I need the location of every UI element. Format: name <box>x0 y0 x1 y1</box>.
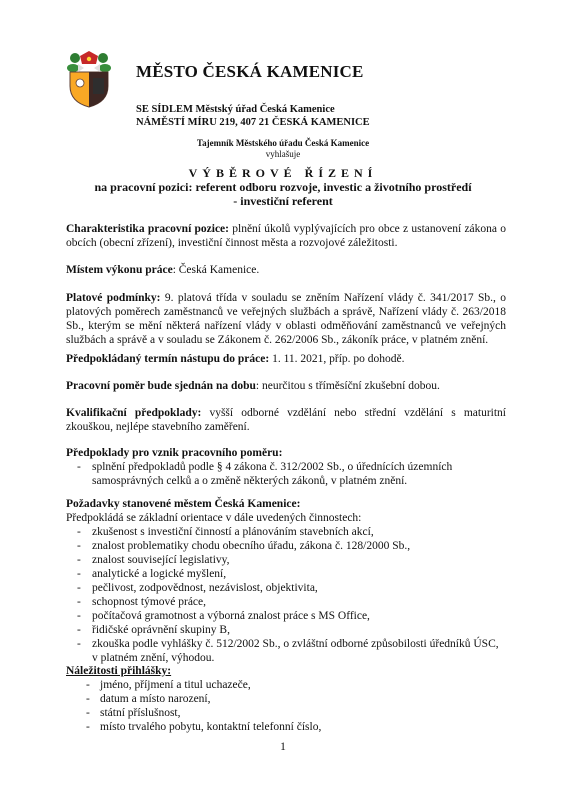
application-list <box>66 678 506 734</box>
qualification-label: Kvalifikační předpoklady: <box>66 407 202 419</box>
salary-text: 9. platová třída v souladu se zněním Nařízení vlády č. 341/2017 Sb., o platových poměrech zaměstnanců ve veřejných službách a správě, Nařízení vlády č. 263/2018 Sb., kterým se mění některá nařízení vlády v oblasti odměňování zaměstnanců ve veřejných službách a správě a v souladu se Zákonem č. 262/2006 Sb., zákoník práce, v platném znění. <box>66 292 506 346</box>
list-item: - splnění předpokladů podle § 4 zákona č. 312/2002 Sb., o úřednících územních samosprávných celků a o změně některých zákonů, v platném znění. <box>77 461 453 487</box>
seat-address <box>136 103 370 129</box>
start-text: 1. 11. 2021, příp. po dohodě. <box>269 353 405 365</box>
list-item: - schopnost týmové práce, <box>77 596 207 608</box>
list-item: - znalost problematiky chodu obecního úřadu, zákona č. 128/2000 Sb., <box>77 540 411 552</box>
place-label: Místem výkonu práce <box>66 264 173 276</box>
position-line-1: na pracovní pozici: referent odboru rozvoje, investic a životního prostředí <box>94 180 472 194</box>
salary-paragraph <box>66 291 506 347</box>
qualification-paragraph <box>66 406 506 434</box>
list-item: - řidičské oprávnění skupiny B, <box>77 624 230 636</box>
position-heading <box>0 180 566 208</box>
city-coat-of-arms-icon <box>64 50 114 108</box>
start-label: Předpokládaný termín nástupu do práce: <box>66 353 270 365</box>
seat-line-1: SE SÍDLEM Městský úřad Česká Kamenice <box>136 104 335 115</box>
list-item: - pečlivost, zodpovědnost, nezávislost, objektivita, <box>77 582 318 594</box>
contract-paragraph <box>66 379 506 393</box>
issuer: Tajemník Městského úřadu Česká Kamenice <box>196 138 370 148</box>
announces-text: vyhlašuje <box>265 149 301 159</box>
characteristics-label: Charakteristika pracovní pozice: <box>66 223 229 235</box>
contract-label: Pracovní poměr bude sjednán na dobu <box>66 380 256 392</box>
list-item: - státní příslušnost, <box>86 707 181 719</box>
prerequisites-list <box>66 460 506 488</box>
contract-text: : neurčitou s tříměsíční zkušební dobou. <box>255 380 440 392</box>
page-number: 1 <box>280 741 286 753</box>
list-item: - znalost související legislativy, <box>77 554 230 566</box>
place-text: : Česká Kamenice. <box>172 264 260 276</box>
seat-line-2: NÁMĚSTÍ MÍRU 219, 407 21 ČESKÁ KAMENICE <box>136 117 370 128</box>
list-item: - zkouška podle vyhlášky č. 512/2002 Sb., o zvláštní odborné způsobilosti úředníků ÚSC, v platném znění, výhodou. <box>77 638 499 664</box>
requirements-label: Požadavky stanovené městem Česká Kamenice: <box>66 498 301 510</box>
requirements-section <box>66 497 506 665</box>
characteristics-text: plnění úkolů vyplývajících pro obce z ustanovení zákona o obcích (obecní zřízení), investiční činnost města a rozvojové záležitosti. <box>66 223 506 249</box>
salary-label: Platové podmínky: <box>66 292 161 304</box>
document-title: VÝBĚROVÉ ŘÍZENÍ <box>188 166 378 180</box>
qualification-text: vyšší odborné vzdělání nebo střední vzdělání s maturitní zkouškou, nejlépe stavebního zaměření. <box>66 407 506 433</box>
application-section <box>66 664 506 734</box>
prerequisites-section <box>66 446 506 488</box>
requirements-list <box>66 525 506 665</box>
characteristics-paragraph <box>66 222 506 250</box>
application-label: Náležitosti přihlášky: <box>66 665 172 677</box>
list-item: - jméno, příjmení a titul uchazeče, <box>86 679 251 691</box>
list-item: - zkušenost s investiční činností a plánováním stavebních akcí, <box>77 526 374 538</box>
list-item: - analytické a logické myšlení, <box>77 568 227 580</box>
list-item: - místo trvalého pobytu, kontaktní telefonní číslo, <box>86 721 322 733</box>
list-item: - datum a místo narození, <box>86 693 211 705</box>
place-paragraph <box>66 263 506 277</box>
requirements-intro: Předpokládá se základní orientace v dále uvedených činnostech: <box>66 512 362 524</box>
start-paragraph <box>66 352 506 366</box>
position-line-2: - investiční referent <box>233 194 333 208</box>
list-item: - počítačová gramotnost a výborná znalost práce s MS Office, <box>77 610 370 622</box>
city-title: MĚSTO ČESKÁ KAMENICE <box>136 62 364 81</box>
prerequisites-label: Předpoklady pro vznik pracovního poměru: <box>66 447 283 459</box>
